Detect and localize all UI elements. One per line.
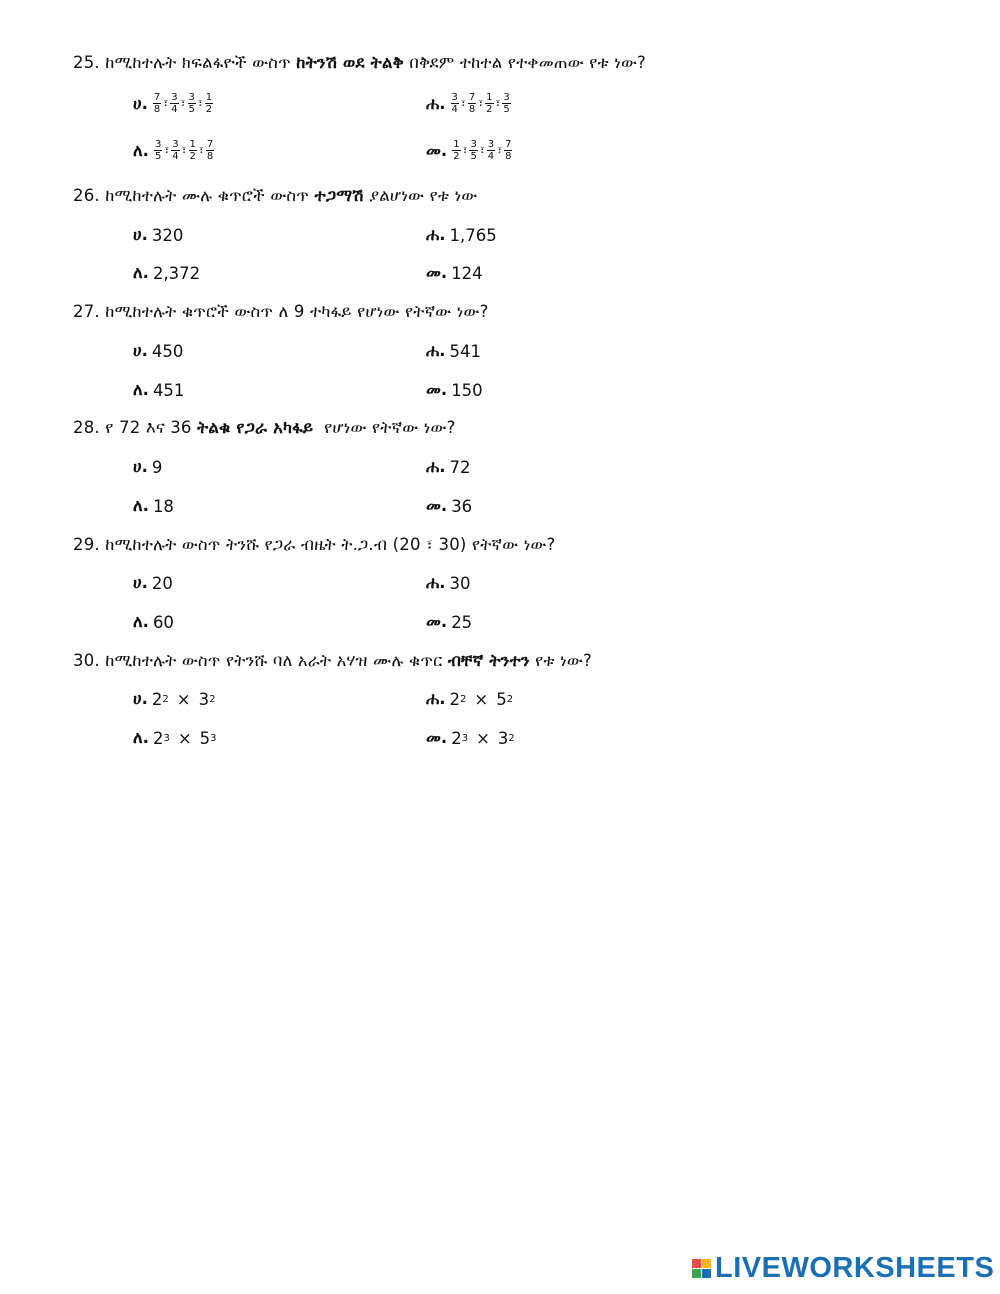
fraction	[502, 92, 510, 115]
question-text: ከሚከተሉት ሙሉ ቁጥሮች ውስጥ	[105, 186, 315, 205]
question-text: ከሚከተሉት ቁጥሮች ውስጥ ለ 9 ተካፋይ የሆነው የትኛው ነው?	[105, 302, 489, 321]
option-label: ለ.	[133, 612, 149, 631]
option-label: መ.	[426, 728, 448, 747]
option-q25-a[interactable]	[133, 92, 214, 115]
question-29	[73, 535, 556, 555]
question-30	[73, 651, 592, 671]
option-value: 450	[151, 341, 184, 361]
fraction-numerator: 1	[486, 92, 493, 103]
option-q25-c[interactable]	[426, 92, 512, 115]
option-label: ሐ.	[426, 93, 446, 113]
question-27	[73, 302, 489, 322]
option-value: 451	[152, 380, 185, 400]
power-base: 3	[497, 728, 509, 748]
logo-box-l	[692, 1259, 701, 1268]
power-exponent: 2	[460, 693, 467, 705]
fraction-numerator: 1	[205, 92, 213, 103]
option-value: 60	[152, 612, 174, 632]
logo-box-e	[702, 1269, 711, 1278]
option-label: ሐ.	[426, 341, 446, 360]
liveworksheets-logo	[692, 1252, 994, 1285]
question-text: የ 72 እና 36	[105, 418, 198, 437]
option-value: 1,765	[449, 225, 497, 245]
fraction	[452, 139, 460, 162]
power-exponent: 2	[506, 693, 514, 705]
question-emphasis: ትልቁ የጋራ አካፋይ	[197, 418, 314, 437]
option-value: 18	[152, 496, 174, 516]
option-q28-b[interactable]	[133, 496, 174, 516]
question-emphasis: ተጋማሽ	[314, 186, 364, 205]
option-label: ሀ.	[133, 93, 148, 113]
option-q26-c[interactable]	[426, 225, 497, 245]
option-q28-c[interactable]	[426, 457, 471, 477]
power-base: 2	[152, 728, 164, 748]
question-number: 29.	[73, 535, 100, 554]
times-symbol: ×	[476, 728, 490, 748]
option-q28-d[interactable]	[426, 496, 472, 516]
fraction	[154, 139, 162, 162]
separator: ፣	[478, 96, 484, 110]
question-text: ከሚከተሉት ውስጥ ትንሹ የጋራ ብዜት ት.ጋ.ብ (20 ፣ 30) የትኛው ነው?	[105, 535, 556, 554]
option-value: 30	[449, 573, 471, 593]
option-label: ሐ.	[426, 689, 446, 708]
fraction-numerator: 3	[470, 139, 477, 150]
option-q29-a[interactable]	[133, 573, 173, 593]
fraction-numerator: 3	[172, 139, 179, 150]
option-q30-d[interactable]	[426, 728, 515, 748]
power-base: 5	[199, 728, 211, 748]
option-value: 36	[451, 496, 473, 516]
question-emphasis: ብቸኛ ትንተን	[447, 651, 530, 670]
logo-mark-icon	[692, 1259, 711, 1278]
option-value: 20	[151, 573, 173, 593]
question-text-end: የሆነው የትኛው ነው?	[313, 418, 456, 437]
fraction-denominator: 4	[172, 151, 179, 162]
separator: ፣	[495, 96, 501, 110]
option-q25-d[interactable]	[426, 139, 513, 162]
logo-box-v	[692, 1269, 701, 1278]
option-q29-d[interactable]	[426, 612, 472, 632]
fraction	[170, 92, 178, 115]
option-value: 150	[451, 380, 483, 400]
fraction-numerator: 1	[453, 139, 460, 150]
fraction-denominator: 2	[189, 151, 196, 162]
fraction-numerator: 3	[188, 92, 195, 103]
option-q26-a[interactable]	[133, 225, 183, 245]
option-q28-a[interactable]	[133, 457, 162, 477]
question-26	[73, 186, 477, 206]
separator: ፣	[198, 143, 204, 157]
power-base: 2	[151, 689, 163, 709]
power-exponent: 2	[162, 693, 169, 705]
separator: ፣	[462, 143, 468, 157]
option-q27-d[interactable]	[426, 380, 483, 400]
option-q30-c[interactable]	[426, 689, 513, 709]
fraction	[205, 92, 213, 115]
fraction-numerator: 7	[505, 139, 512, 150]
option-q29-b[interactable]	[133, 612, 174, 632]
option-label: መ.	[426, 140, 448, 160]
option-label: ሀ.	[133, 689, 148, 708]
fraction-numerator: 3	[487, 139, 495, 150]
fraction	[153, 92, 161, 115]
option-value: 541	[449, 341, 482, 361]
fraction	[171, 139, 179, 162]
option-value: 320	[151, 225, 184, 245]
fraction-numerator: 7	[153, 92, 161, 103]
option-label: ሐ.	[426, 573, 446, 592]
power-base: 2	[451, 728, 462, 748]
fraction-numerator: 3	[171, 92, 178, 103]
logo-text: LIVEWORKSHEETS	[715, 1252, 995, 1284]
option-label: ለ.	[133, 263, 149, 282]
option-q27-b[interactable]	[133, 380, 184, 400]
separator: ፣	[164, 143, 170, 157]
fraction-denominator: 2	[205, 104, 213, 115]
separator: ፣	[180, 96, 186, 110]
option-value: 124	[451, 263, 483, 283]
times-symbol: ×	[177, 728, 192, 748]
option-value: 25	[451, 612, 473, 632]
fraction-denominator: 4	[171, 104, 178, 115]
fraction-numerator: 3	[451, 92, 458, 103]
fraction-denominator: 4	[487, 151, 495, 162]
fraction	[206, 139, 214, 162]
option-label: ለ.	[133, 140, 149, 160]
question-text: ከሚከተሉት ክፍልፋዮች ውስጥ	[105, 53, 297, 72]
question-text: ከሚከተሉት ውስጥ የትንሹ ባለ አራት አሃዝ ሙሉ ቁጥር	[105, 651, 448, 670]
option-label: ለ.	[133, 496, 149, 515]
fraction-numerator: 3	[154, 139, 162, 150]
option-label: ሐ.	[426, 457, 446, 476]
fraction-denominator: 4	[451, 104, 458, 115]
power-base: 3	[198, 689, 210, 709]
option-value: 72	[449, 457, 471, 477]
option-label: ሐ.	[426, 225, 446, 244]
option-label: ለ.	[133, 380, 149, 399]
fraction-denominator: 2	[453, 151, 460, 162]
fraction-denominator: 5	[503, 104, 510, 115]
option-q26-d[interactable]	[426, 263, 483, 283]
fraction-denominator: 5	[470, 151, 477, 162]
fraction-denominator: 5	[188, 104, 195, 115]
logo-box-i	[702, 1259, 711, 1268]
option-label: መ.	[426, 496, 448, 515]
fraction	[189, 139, 197, 162]
option-q30-b[interactable]	[133, 728, 217, 748]
times-symbol: ×	[474, 689, 489, 709]
fraction	[451, 92, 459, 115]
separator: ፣	[181, 143, 187, 157]
option-value: 2,372	[152, 263, 201, 283]
question-28	[73, 418, 456, 438]
option-q26-b[interactable]	[133, 263, 200, 283]
power-exponent: 2	[209, 693, 216, 705]
power-exponent: 2	[508, 732, 515, 744]
option-label: መ.	[426, 612, 448, 631]
option-label: ሀ.	[133, 225, 148, 244]
fraction	[468, 92, 476, 115]
fraction	[188, 92, 196, 115]
question-number: 28.	[73, 418, 100, 437]
option-label: ሀ.	[133, 457, 148, 476]
option-label: መ.	[426, 380, 448, 399]
fraction-denominator: 5	[154, 151, 162, 162]
option-q25-b[interactable]	[133, 139, 215, 162]
fraction	[485, 92, 493, 115]
fraction	[487, 139, 495, 162]
option-q29-c[interactable]	[426, 573, 471, 593]
times-symbol: ×	[176, 689, 191, 709]
fraction-denominator: 8	[153, 104, 161, 115]
question-number: 26.	[73, 186, 100, 205]
option-label: መ.	[426, 263, 448, 282]
question-text-end: በቅደም ተከተል የተቀመጠው የቱ ነው?	[403, 53, 646, 72]
question-number: 25.	[73, 53, 100, 72]
option-q27-a[interactable]	[133, 341, 183, 361]
fraction	[469, 139, 477, 162]
separator: ፣	[163, 96, 169, 110]
question-25	[73, 53, 646, 73]
fraction-numerator: 7	[206, 139, 214, 150]
fraction-denominator: 8	[505, 151, 512, 162]
separator: ፣	[460, 96, 466, 110]
question-text-end: የቱ ነው?	[529, 651, 592, 670]
question-emphasis: ከትንሽ ወደ ትልቅ	[296, 53, 404, 72]
power-base: 5	[496, 689, 507, 709]
question-text-end: ያልሆነው የቱ ነው	[363, 186, 478, 205]
separator: ፣	[197, 96, 203, 110]
question-number: 27.	[73, 302, 100, 321]
power-base: 2	[449, 689, 461, 709]
option-value: 9	[151, 457, 163, 477]
separator: ፣	[497, 143, 503, 157]
option-q27-c[interactable]	[426, 341, 481, 361]
fraction-numerator: 3	[503, 92, 510, 103]
option-label: ሀ.	[133, 341, 148, 360]
fraction-denominator: 8	[206, 151, 214, 162]
question-number: 30.	[73, 651, 100, 670]
option-q30-a[interactable]	[133, 689, 215, 709]
power-exponent: 3	[461, 732, 469, 744]
fraction-denominator: 8	[468, 104, 476, 115]
separator: ፣	[479, 143, 485, 157]
fraction-numerator: 7	[468, 92, 476, 103]
fraction-numerator: 1	[189, 139, 196, 150]
power-exponent: 3	[210, 732, 217, 744]
option-label: ሀ.	[133, 573, 148, 592]
fraction	[504, 139, 512, 162]
power-exponent: 3	[163, 732, 170, 744]
fraction-denominator: 2	[486, 104, 493, 115]
option-label: ለ.	[133, 728, 149, 747]
